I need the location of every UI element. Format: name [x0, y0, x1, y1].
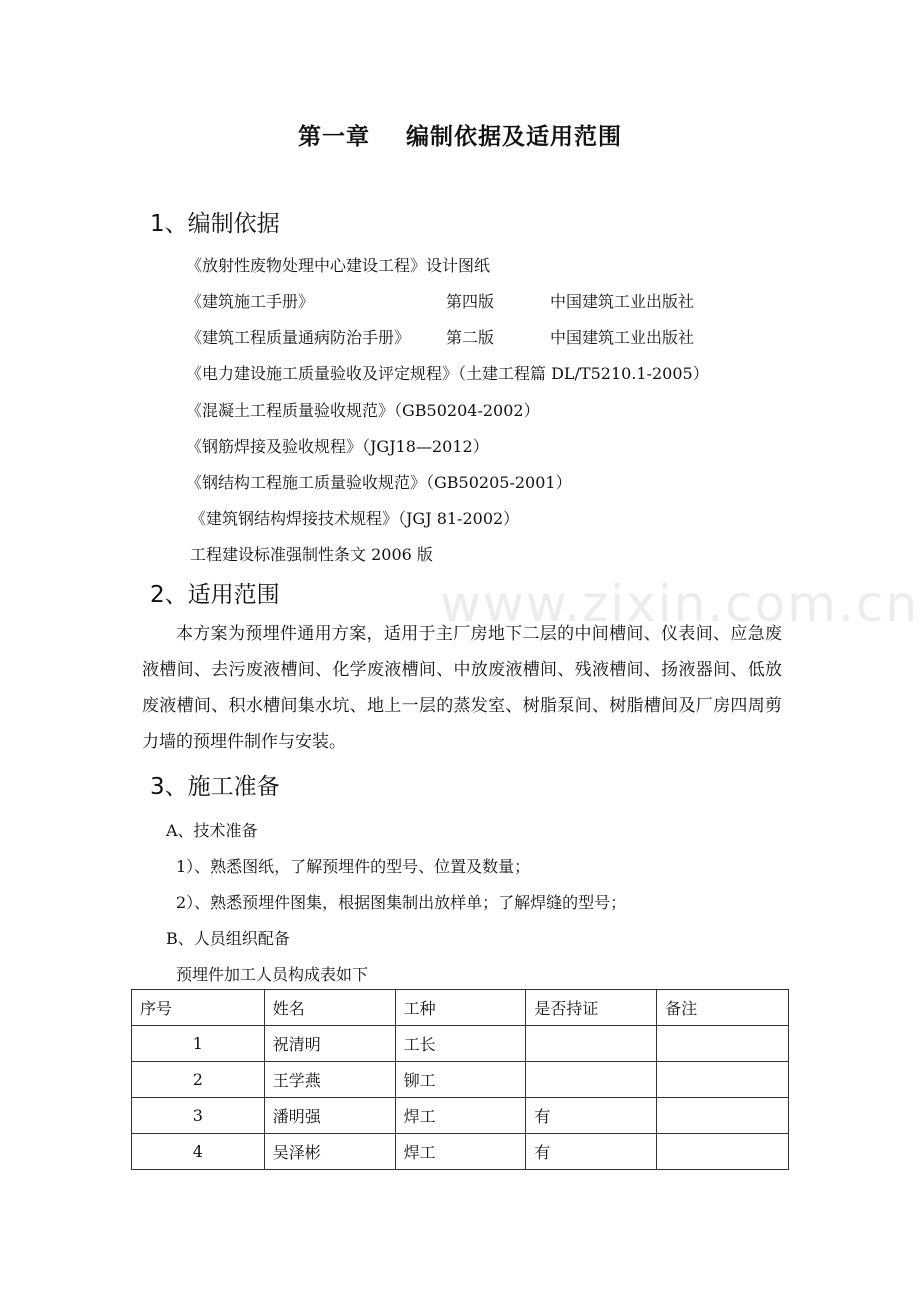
chapter-title — [0, 118, 920, 151]
table-row — [132, 1062, 789, 1098]
chapter-number: 第一章 — [298, 123, 370, 150]
reference-item: 《混凝土工程质量验收规范》（GB50204-2002） — [186, 401, 540, 420]
cell-trade: 铆工 — [395, 1062, 526, 1098]
cell-remarks — [657, 1062, 789, 1098]
subsection-staffing: B、人员组织配备 — [166, 929, 290, 948]
cell-certified: 有 — [526, 1134, 657, 1170]
reference-item: 《钢结构工程施工质量验收规范》（GB50205-2001） — [186, 473, 572, 492]
prep-item: 1）、熟悉图纸，了解预埋件的型号、位置及数量； — [176, 857, 531, 876]
subsection-technical-prep: A、技术准备 — [166, 821, 258, 840]
reference-item: 工程建设标准强制性条文 2006 版 — [190, 545, 433, 564]
reference-item: 《建筑钢结构焊接技术规程》（JGJ 81-2002） — [190, 509, 520, 528]
table-row — [132, 1134, 789, 1170]
reference-item: 《放射性废物处理中心建设工程》设计图纸 — [186, 256, 491, 275]
cell-certified — [526, 1062, 657, 1098]
cell-remarks — [657, 1098, 789, 1134]
table-caption: 预埋件加工人员构成表如下 — [176, 965, 369, 984]
reference-title: 《建筑工程质量通病防治手册》 — [186, 328, 411, 347]
header-cell-trade: 工种 — [395, 990, 526, 1026]
reference-edition: 第二版 — [446, 328, 495, 347]
table-row — [132, 1026, 789, 1062]
section-heading-preparation: 3、施工准备 — [150, 774, 280, 800]
cell-certified — [526, 1026, 657, 1062]
cell-trade: 工长 — [395, 1026, 526, 1062]
header-cell-certified: 是否持证 — [526, 990, 657, 1026]
cell-certified: 有 — [526, 1098, 657, 1134]
header-cell-index: 序号 — [132, 990, 265, 1026]
watermark: www.zixin.com.cn — [440, 575, 920, 633]
reference-publisher: 中国建筑工业出版社 — [550, 328, 695, 347]
chapter-name: 编制依据及适用范围 — [406, 123, 622, 150]
cell-name: 潘明强 — [264, 1098, 395, 1134]
table-header-row — [132, 990, 789, 1026]
cell-trade: 焊工 — [395, 1134, 526, 1170]
cell-name: 吴泽彬 — [264, 1134, 395, 1170]
section-heading-scope: 2、适用范围 — [150, 582, 280, 608]
scope-paragraph: 本方案为预埋件通用方案，适用于主厂房地下二层的中间槽间、仪表间、应急废液槽间、去污废液槽间、化学废液槽间、中放废液槽间、残液槽间、扬液器间、低放废液槽间、积水槽间集水坑、地上一层的蒸发室、树脂泵间、树脂槽间及厂房四周剪力墙的预埋件制作与安装。 — [142, 624, 782, 752]
header-cell-remarks: 备注 — [657, 990, 789, 1026]
table-row — [132, 1098, 789, 1134]
reference-title: 《建筑施工手册》 — [186, 292, 315, 311]
section-heading-basis: 1、编制依据 — [150, 211, 280, 237]
header-cell-name: 姓名 — [264, 990, 395, 1026]
cell-remarks — [657, 1026, 789, 1062]
cell-name: 祝清明 — [264, 1026, 395, 1062]
reference-edition: 第四版 — [446, 292, 495, 311]
reference-item — [186, 325, 746, 348]
cell-trade: 焊工 — [395, 1098, 526, 1134]
reference-publisher: 中国建筑工业出版社 — [550, 292, 695, 311]
prep-item: 2）、熟悉预埋件图集，根据图集制出放样单；了解焊缝的型号； — [176, 893, 627, 912]
cell-index: 1 — [132, 1026, 265, 1062]
cell-name: 王学燕 — [264, 1062, 395, 1098]
cell-index: 4 — [132, 1134, 265, 1170]
cell-index: 2 — [132, 1062, 265, 1098]
reference-item: 《钢筋焊接及验收规程》（JGJ18—2012） — [186, 437, 489, 456]
reference-item — [186, 289, 746, 312]
cell-remarks — [657, 1134, 789, 1170]
reference-item: 《电力建设施工质量验收及评定规程》（土建工程篇 DL/T5210.1-2005） — [186, 364, 709, 383]
cell-index: 3 — [132, 1098, 265, 1134]
staff-table — [131, 989, 789, 1170]
